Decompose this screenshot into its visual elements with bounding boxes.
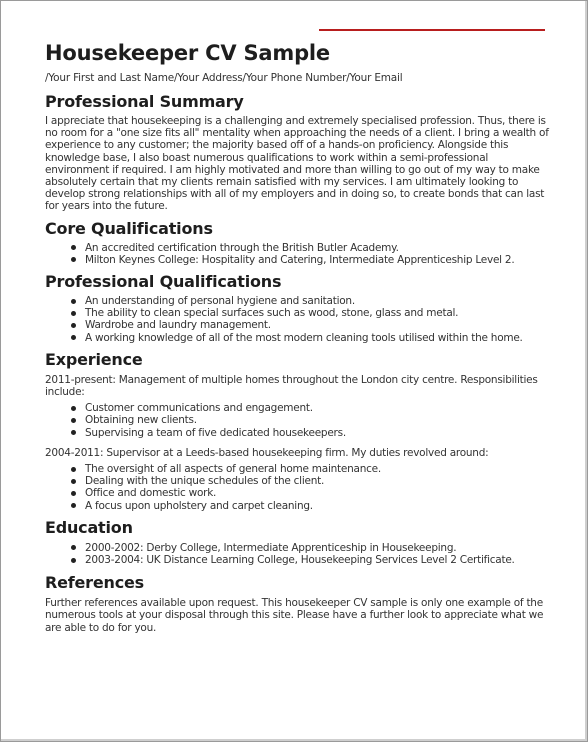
bullet-list [45,402,551,439]
references-paragraph: Further references available upon request. This housekeeper CV sample is only one example of the numerous tools at your disposal through this site. Please have a further look to appreciate what we are able to do for you. [45,597,544,634]
list-item: Milton Keynes College: Hospitality and Catering, Intermediate Apprenticeship Level 2. [71,254,551,266]
section-experience [45,349,551,512]
section-core-qualifications [45,218,551,266]
section-heading: Education [45,517,133,537]
list-item: A working knowledge of all of the most modern cleaning tools utilised within the home. [71,332,551,344]
section-professional-summary [45,91,551,213]
job-intro: 2011-present: Management of multiple homes throughout the London city centre. Responsibilities include: [45,373,538,399]
summary-paragraph: I appreciate that housekeeping is a challenging and extremely specialised profession. Thus, there is no room for a "one size fits all" mentality when approaching the needs of a client. I bring a wealth of experience to any customer; the majority based off of a hands-on proficiency. Alongside this knowledge base, I also boast numerous qualifications to work within a semi-professional environment if required. I am highly motivated and more than willing to go out of my way to make absolutely certain that my clients remain satisfied with my services. I am ultimately looking to develop strong relationships with all of my employers and in doing so, to create bonds that can last for years into the future. [45,115,549,213]
list-item: Office and domestic work. [71,487,551,499]
list-item: An accredited certification through the British Butler Academy. [71,242,551,254]
bullet-list [45,242,551,266]
list-item: Supervising a team of five dedicated housekeepers. [71,427,551,439]
bullet-list [45,295,551,344]
list-item: The oversight of all aspects of general home maintenance. [71,463,551,475]
section-professional-qualifications [45,271,551,344]
job-intro: 2004-2011: Supervisor at a Leeds-based housekeeping firm. My duties revolved around: [45,446,489,459]
list-item: A focus upon upholstery and carpet cleaning. [71,500,551,512]
list-item: 2000-2002: Derby College, Intermediate Apprenticeship in Housekeeping. [71,542,551,554]
section-heading: Professional Summary [45,92,244,111]
section-references [45,572,551,634]
page-title: Housekeeper CV Sample [45,41,330,65]
list-item: 2003-2004: UK Distance Learning College, Housekeeping Services Level 2 Certificate. [71,554,551,566]
title-accent-line [319,29,545,31]
list-item: Dealing with the unique schedules of the client. [71,475,551,487]
bullet-list [45,542,551,566]
bullet-list [45,463,551,512]
list-item: Customer communications and engagement. [71,402,551,414]
section-heading: Professional Qualifications [45,272,282,292]
section-heading: References [45,573,144,593]
contact-line: /Your First and Last Name/Your Address/Your Phone Number/Your Email [45,72,403,84]
list-item: Obtaining new clients. [71,414,551,426]
section-heading: Core Qualifications [45,218,213,238]
list-item: An understanding of personal hygiene and sanitation. [71,295,551,307]
section-education [45,517,551,566]
list-item: Wardrobe and laundry management. [71,319,551,331]
list-item: The ability to clean special surfaces such as wood, stone, glass and metal. [71,307,551,319]
section-heading: Experience [45,349,143,369]
cv-content [45,39,551,634]
